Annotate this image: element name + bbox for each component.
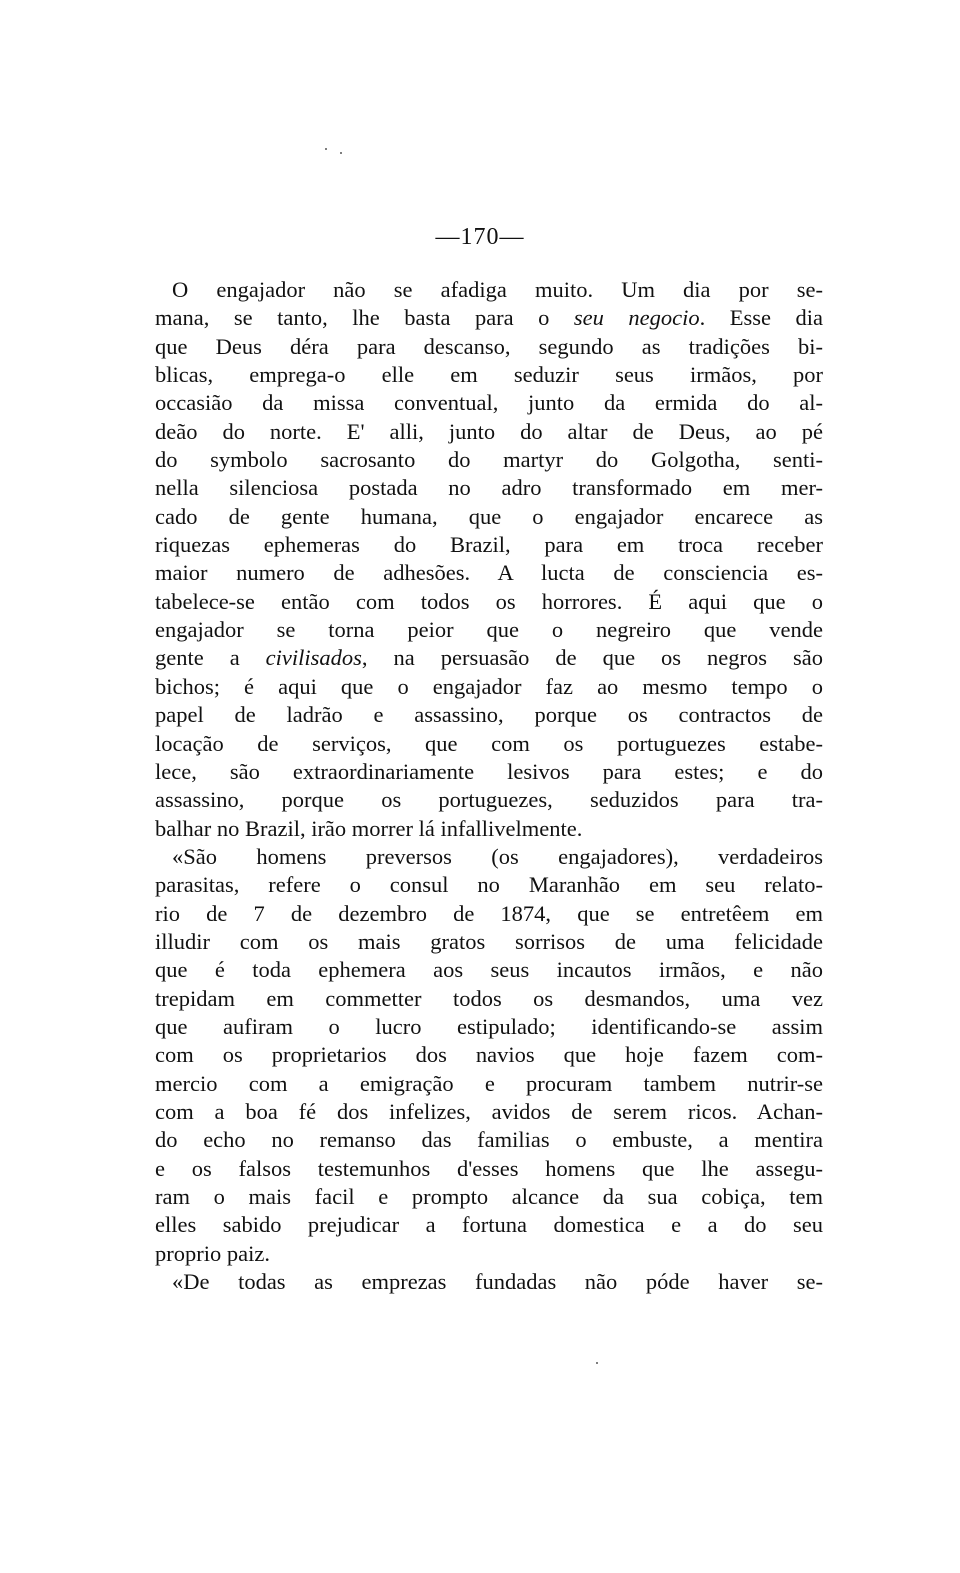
text-line (155, 531, 823, 559)
text-line (155, 985, 823, 1013)
line-text: parasitas, refere o consul no Maranhão em seu relato- (155, 872, 823, 898)
text-line (155, 1013, 823, 1041)
line-text: balhar no Brazil, irão morrer lá infallivelmente. (155, 815, 583, 841)
line-text: blicas, emprega-o elle em seduzir seus irmãos, por (155, 362, 823, 388)
line-text: tabelece-se então com todos os horrores. É aqui que o (155, 588, 823, 614)
text-line (155, 389, 823, 417)
text-line (155, 503, 823, 531)
text-line (155, 304, 823, 332)
line-text: , na persuasão de que os negros são (361, 645, 823, 671)
line-text: nella silenciosa postada no adro transformado em mer- (155, 475, 823, 501)
text-line (155, 843, 823, 871)
speck (340, 152, 342, 154)
text-line (155, 644, 823, 672)
line-text: cado de gente humana, que o engajador encarece as (155, 503, 823, 529)
line-text: elles sabido prejudicar a fortuna domestica e a do seu (155, 1212, 823, 1238)
line-text: trepidam em commetter todos os desmandos, uma vez (155, 985, 823, 1011)
text-line (155, 588, 823, 616)
line-text: assassino, porque os portuguezes, seduzidos para tra- (155, 787, 823, 813)
line-text: riquezas ephemeras do Brazil, para em troca receber (155, 532, 823, 558)
line-text: e os falsos testemunhos d'esses homens que lhe assegu- (155, 1155, 823, 1181)
text-line (155, 446, 823, 474)
text-line (155, 956, 823, 984)
line-text: bichos; é aqui que o engajador faz ao mesmo tempo o (155, 673, 823, 699)
text-line (155, 616, 823, 644)
text-line (155, 815, 823, 843)
line-text: mercio com a emigração e procuram tambem nutrir-se (155, 1070, 823, 1096)
line-text: . Esse dia (699, 305, 824, 331)
text-line (155, 474, 823, 502)
line-text: com os proprietarios dos navios que hoje fazem com- (155, 1042, 823, 1068)
text-line (155, 1268, 823, 1296)
line-text: «De todas as emprezas fundadas não póde haver se- (172, 1269, 823, 1295)
line-text: que é toda ephemera aos seus incautos irmãos, e não (155, 957, 823, 983)
speck (325, 148, 327, 150)
text-line (155, 1183, 823, 1211)
text-line (155, 418, 823, 446)
line-text: ram o mais facil e prompto alcance da sua cobiça, tem (155, 1184, 823, 1209)
body-text (155, 276, 823, 1296)
text-line (155, 730, 823, 758)
text-line (155, 900, 823, 928)
line-text: rio de 7 de dezembro de 1874, que se entretêem em (155, 900, 823, 926)
line-text: gente a (155, 645, 266, 671)
line-text: deão do norte. E' alli, junto do altar de Deus, ao pé (155, 418, 823, 444)
line-text: O engajador não se afadiga muito. Um dia por se- (172, 277, 823, 302)
text-line (155, 928, 823, 956)
text-line (155, 1126, 823, 1154)
line-text: lece, são extraordinariamente lesivos para estes; e do (155, 758, 823, 784)
line-text: que Deus déra para descanso, segundo as tradições bi- (155, 333, 823, 359)
line-text: «São homens preversos (os engajadores), verdadeiros (172, 843, 823, 869)
text-line (155, 1070, 823, 1098)
line-text: que aufiram o lucro estipulado; identificando-se assim (155, 1013, 823, 1039)
italic-text: civilisados (265, 645, 362, 671)
line-text: mana, se tanto, lhe basta para o (155, 305, 574, 331)
text-line (155, 559, 823, 587)
text-line (155, 758, 823, 786)
line-text: occasião da missa conventual, junto da ermida do al- (155, 390, 823, 416)
line-text: illudir com os mais gratos sorrisos de uma felicidade (155, 928, 823, 954)
page-number: —170— (435, 224, 525, 250)
line-text: do symbolo sacrosanto do martyr do Golgotha, senti- (155, 447, 823, 473)
line-text: engajador se torna peior que o negreiro que vende (155, 617, 823, 643)
text-line (155, 1041, 823, 1069)
line-text: locação de serviços, que com os portuguezes estabe- (155, 730, 823, 756)
speck (596, 1362, 598, 1364)
text-line (155, 361, 823, 389)
text-line (155, 1240, 823, 1268)
text-line (155, 673, 823, 701)
text-line (155, 1211, 823, 1239)
line-text: papel de ladrão e assassino, porque os contractos de (155, 702, 823, 728)
text-line (155, 276, 823, 304)
text-line (155, 786, 823, 814)
line-text: maior numero de adhesões. A lucta de consciencia es- (155, 560, 823, 586)
text-line (155, 333, 823, 361)
text-line (155, 1098, 823, 1126)
text-line (155, 1155, 823, 1183)
text-line (155, 701, 823, 729)
line-text: proprio paiz. (155, 1240, 270, 1266)
line-text: do echo no remanso das familias o embuste, a mentira (155, 1127, 823, 1153)
italic-text: seu negocio (573, 305, 700, 331)
text-line (155, 871, 823, 899)
line-text: com a boa fé dos infelizes, avidos de serem ricos. Achan- (155, 1098, 823, 1124)
